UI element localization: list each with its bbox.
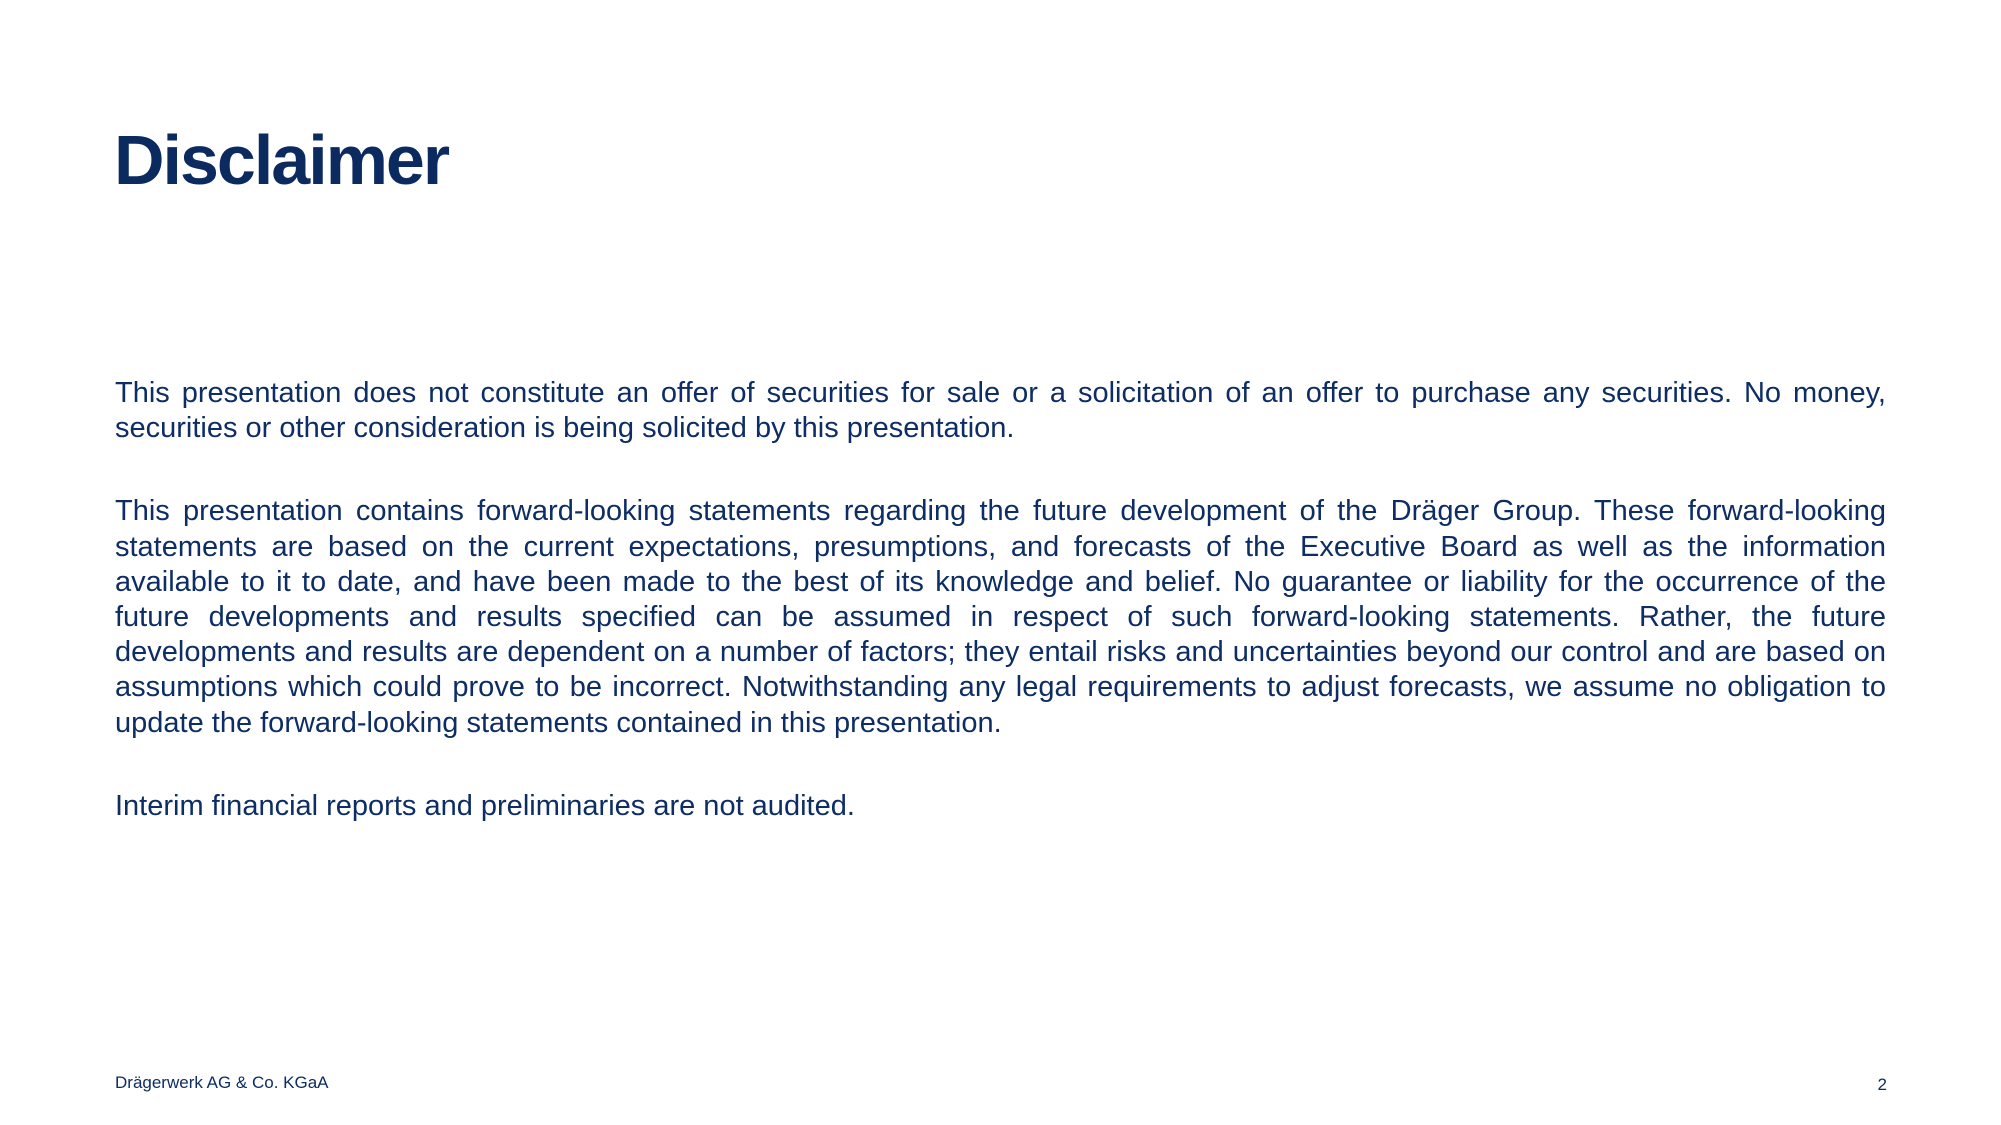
- disclaimer-paragraph-offer: This presentation does not constitute an offer of securities for sale or a solicitation of an offer to purchase any securities. No money, securities or other consideration is being solicited by this presentation.: [115, 377, 1886, 445]
- disclaimer-body: [115, 376, 1886, 824]
- footer-page-number: 2: [1877, 1075, 1887, 1094]
- slide-title: Disclaimer: [114, 121, 449, 199]
- disclaimer-paragraph-audit: Interim financial reports and preliminaries are not audited.: [115, 789, 855, 822]
- footer-company-name: Drägerwerk AG & Co. KGaA: [115, 1073, 329, 1092]
- disclaimer-paragraph-forward-looking: This presentation contains forward-looking statements regarding the future development of the Dräger Group. These forward-looking statements are based on the current expectations, presumptions, and forecasts of the Executive Board as well as the information available to it to date, and have been made to the best of its knowledge and belief. No guarantee or liability for the occurrence of the future developments and results specified can be assumed in respect of such forward-looking statements. Rather, the future developments and results are dependent on a number of factors; they entail risks and uncertainties beyond our control and are based on assumptions which could prove to be incorrect. Notwithstanding any legal requirements to adjust forecasts, we assume no obligation to update the forward-looking statements contained in this presentation.: [115, 495, 1886, 739]
